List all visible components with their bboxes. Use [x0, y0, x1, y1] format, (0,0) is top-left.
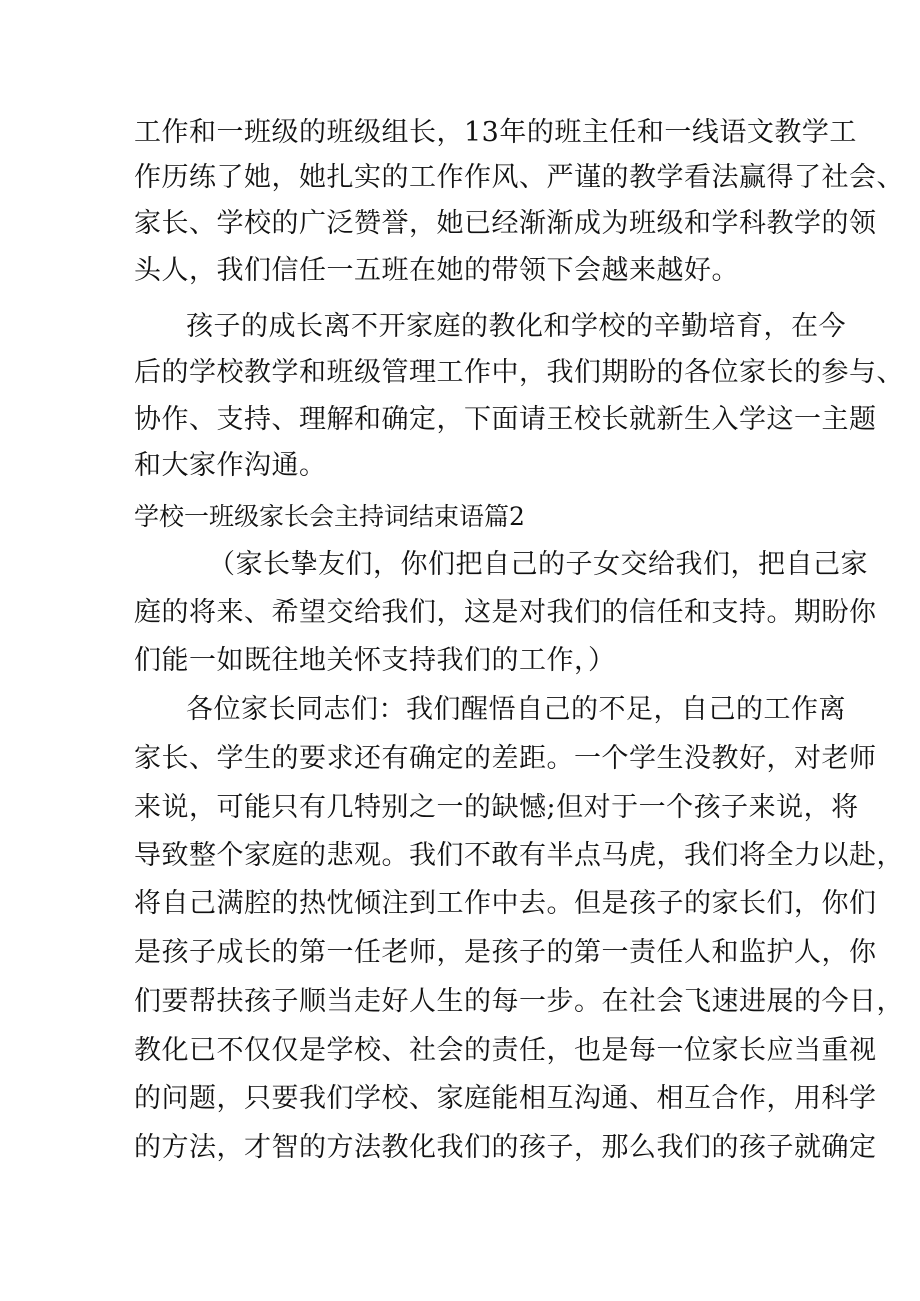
paragraph-4-line-9: 的问题，只要我们学校、家庭能相互沟通、相互合作，用科学: [134, 1083, 877, 1114]
paragraph-1-line-4: 头人，我们信任一五班在她的带领下会越来越好。: [134, 255, 739, 286]
paragraph-2-line-4: 和大家作沟通。: [134, 450, 327, 481]
paragraph-3-line-2: 庭的将来、希望交给我们，这是对我们的信任和支持。期盼你: [134, 597, 877, 628]
paragraph-2-line-3: 协作、支持、理解和确定，下面请王校长就新生入学这一主题: [134, 404, 877, 435]
paragraph-4-line-7: 们要帮扶孩子顺当走好人生的每一步。在社会飞速进展的今日，: [134, 986, 904, 1017]
paragraph-4-line-3: 来说，可能只有几特别之一的缺憾;但对于一个孩子来说，将: [134, 792, 859, 823]
paragraph-4-line-4: 导致整个家庭的悲观。我们不敢有半点马虎，我们将全力以赴，: [134, 840, 904, 871]
paragraph-4-line-1: 各位家长同志们：我们醒悟自己的不足，自己的工作离: [186, 694, 846, 725]
paragraph-4-line-6: 是孩子成长的第一任老师，是孩子的第一责任人和监护人，你: [134, 937, 877, 968]
paragraph-3-line-1: （家长挚友们，你们把自己的子女交给我们，把自己家: [208, 549, 868, 580]
section-heading: 学校一班级家长会主持词结束语篇2: [134, 502, 525, 531]
paragraph-1-line-3: 家长、学校的广泛赞誉，她已经渐渐成为班级和学科教学的领: [134, 208, 877, 239]
paragraph-1-line-2: 作历练了她，她扎实的工作作风、严谨的教学看法赢得了社会、: [134, 162, 904, 193]
paragraph-3-line-3: 们能一如既往地关怀支持我们的工作，）: [134, 645, 616, 676]
paragraph-4-line-2: 家长、学生的要求还有确定的差距。一个学生没教好，对老师: [134, 743, 877, 774]
paragraph-2-line-2: 后的学校教学和班级管理工作中，我们期盼的各位家长的参与、: [134, 357, 904, 388]
paragraph-4-line-10: 的方法，才智的方法教化我们的孩子，那么我们的孩子就确定: [134, 1132, 877, 1163]
paragraph-1-line-1: 工作和一班级的班级组长，13年的班主任和一线语文教学工: [134, 117, 857, 148]
paragraph-4-line-8: 教化已不仅仅是学校、社会的责任，也是每一位家长应当重视: [134, 1035, 877, 1066]
paragraph-2-line-1: 孩子的成长离不开家庭的教化和学校的辛勤培育，在今: [186, 311, 846, 342]
paragraph-4-line-5: 将自己满腔的热忱倾注到工作中去。但是孩子的家长们，你们: [134, 888, 877, 919]
